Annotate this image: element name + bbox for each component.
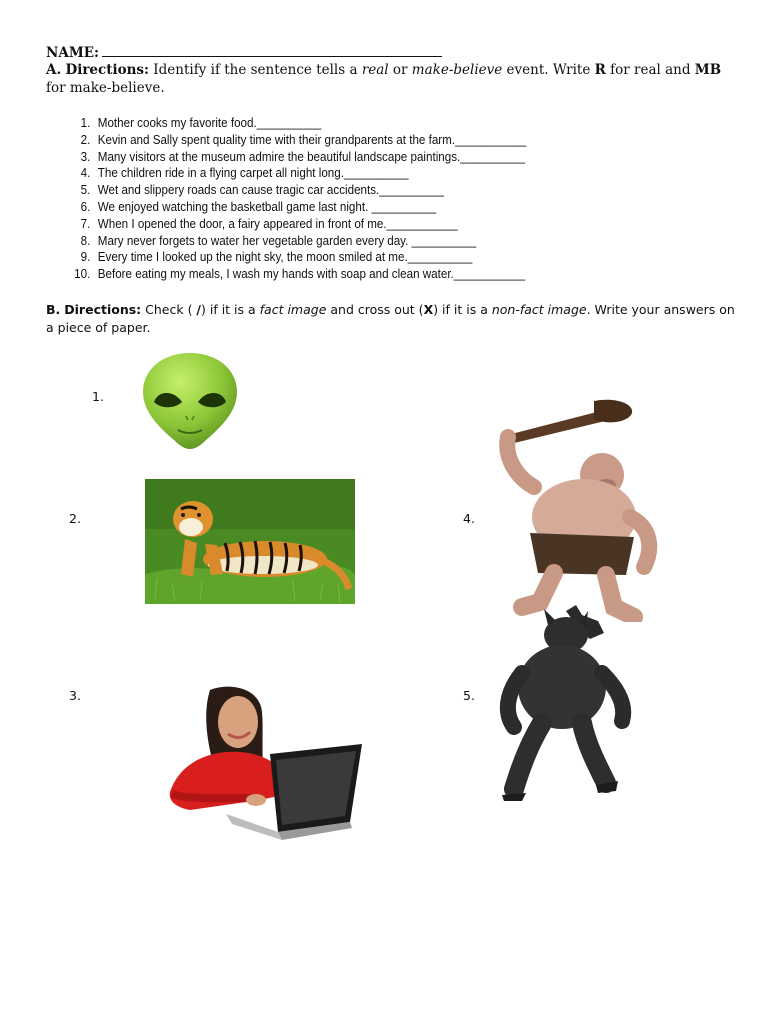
mb-code: MB — [694, 62, 722, 78]
section-b-text: ) if it is a — [433, 302, 492, 317]
item-number: 4. — [80, 166, 91, 181]
item-text: Kevin and Sally spent quality time with their grandparents at the farm.___________ — [97, 132, 527, 147]
image-1-number: 1. — [92, 389, 104, 404]
sentence-list — [68, 115, 628, 283]
sentence-item — [68, 182, 589, 199]
alien-head-image — [140, 350, 240, 452]
item-number: 2. — [80, 132, 91, 147]
section-b-text: Check ( — [141, 302, 197, 317]
item-text: Many visitors at the museum admire the beautiful landscape paintings.__________ — [97, 149, 525, 164]
r-code: R — [594, 62, 606, 78]
section-a-letter: A. — [46, 62, 62, 78]
item-number: 3. — [80, 149, 91, 164]
section-b-letter: B. — [46, 302, 61, 317]
item-text: The children ride in a flying carpet all night long.__________ — [97, 166, 409, 181]
werewolf-image — [496, 603, 636, 803]
item-number: 5. — [80, 183, 91, 198]
item-number: 9. — [80, 250, 91, 265]
item-text: Every time I looked up the night sky, the moon smiled at me.__________ — [97, 250, 473, 265]
name-field — [46, 44, 442, 61]
sentence-item — [68, 132, 589, 149]
image-3-number: 3. — [69, 688, 81, 703]
section-b-text: ) if it is a — [201, 302, 260, 317]
section-a-text: or — [388, 62, 412, 78]
item-number: 6. — [80, 199, 91, 214]
non-fact-image-word: non-fact image — [491, 302, 587, 317]
sentence-item — [68, 216, 589, 233]
make-believe-word: make-believe — [411, 62, 503, 78]
item-text: When I opened the door, a fairy appeared in front of me.___________ — [97, 216, 458, 231]
girl-laptop-image — [150, 682, 368, 842]
name-label: NAME: — [46, 45, 100, 61]
item-text: Mary never forgets to water her vegetable garden every day. __________ — [97, 233, 477, 248]
section-b-text: . Write your answers on a piece of paper. — [46, 302, 735, 335]
item-number: 7. — [80, 216, 91, 231]
name-blank-line — [102, 44, 442, 57]
sentence-item — [68, 233, 589, 250]
image-4-number: 4. — [463, 511, 475, 526]
item-number: 10. — [74, 267, 91, 282]
section-a-text: event. Write — [502, 62, 595, 78]
sentence-item — [68, 249, 589, 266]
tiger-image — [145, 479, 355, 604]
section-a-directions — [46, 61, 726, 97]
image-5-number: 5. — [463, 688, 475, 703]
sentence-item — [68, 199, 589, 216]
sentence-item — [68, 266, 589, 283]
cross-symbol: X — [423, 302, 434, 317]
section-b-directions — [46, 301, 736, 336]
item-text: Mother cooks my favorite food.__________ — [97, 116, 322, 130]
real-word: real — [361, 62, 389, 78]
sentence-item — [68, 149, 589, 166]
item-number: 8. — [80, 233, 91, 248]
item-text: Before eating my meals, I wash my hands with soap and clean water.___________ — [97, 267, 525, 282]
check-symbol: / — [196, 302, 201, 317]
section-b-text: and cross out ( — [326, 302, 424, 317]
section-a-text: for real and — [605, 62, 695, 78]
item-text: Wet and slippery roads can cause tragic car accidents.__________ — [97, 183, 444, 198]
section-b-directions-label: Directions: — [64, 302, 142, 317]
item-number: 1. — [80, 116, 91, 130]
fact-image-word: fact image — [259, 302, 327, 317]
section-a-text: Identify if the sentence tells a — [149, 62, 362, 78]
image-2-number: 2. — [69, 511, 81, 526]
troll-image — [494, 397, 664, 622]
section-a-directions-label: Directions: — [65, 62, 150, 78]
section-a-text: for make-believe. — [46, 80, 165, 96]
sentence-item — [68, 165, 589, 182]
item-text: We enjoyed watching the basketball game last night. __________ — [97, 199, 437, 214]
sentence-item — [68, 115, 589, 132]
